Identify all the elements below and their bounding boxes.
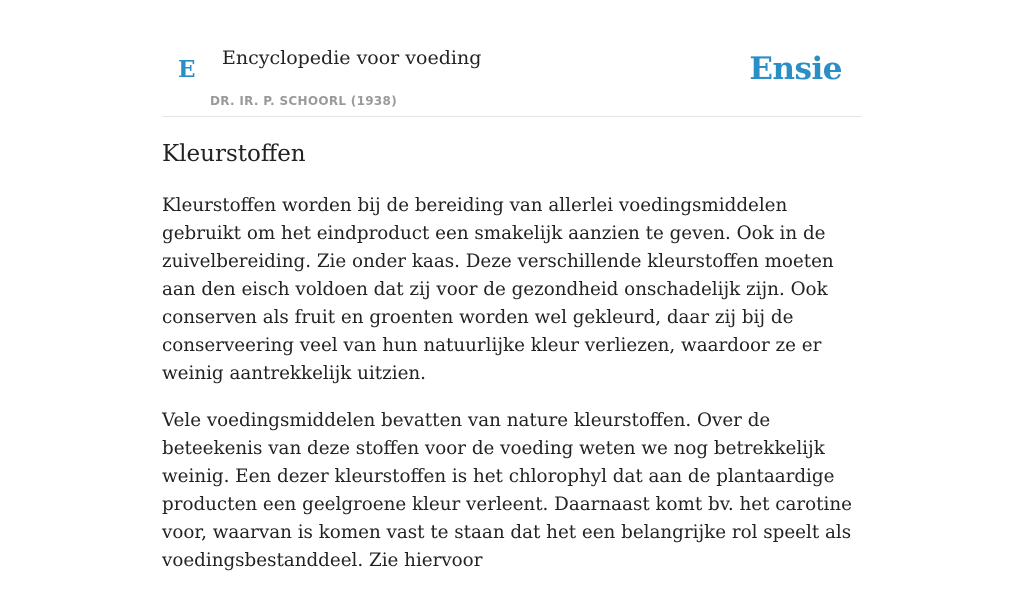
content-container [162,0,862,571]
article-body [162,192,862,594]
article-paragraph: Kleurstoffen worden bij de bereiding van allerlei voedingsmiddelen gebruikt om het eindproduct een smakelijk aanzien te geven. Ook in de zuivelbereiding. Zie onder kaas. Deze verschillende kleurstoffen moeten aan den eisch voldoen dat zij voor de gezondheid onschadelijk zijn. Ook conserven als fruit en groenten worden wel gekleurd, daar zij bij de conserveering veel van hun natuurlijke kleur verliezen, waardoor ze er weinig aantrekkelijk uitzien. [162,195,834,384]
book-author: DR. IR. P. SCHOORL (1938) [210,94,397,108]
ensie-logo-link[interactable]: Ensie [749,51,842,87]
article-paragraph: Vele voedingsmiddelen bevatten van nature kleurstoffen. Over de beteekenis van deze stoffen voor de voeding weten we nog betrekkelijk weinig. Een dezer kleurstoffen is het chlorophyl dat aan de plantaardige producten een geelgroene kleur verleent. Daarnaast komt bv. het carotine voor, waarvan is komen vast te staan dat het een belangrijke rol speelt als voedingsbestanddeel. Zie hiervoor [162,410,852,571]
article-title: Kleurstoffen [162,141,306,167]
book-letter-icon[interactable]: E [178,56,196,83]
page-header [162,0,862,117]
book-title-link[interactable]: Encyclopedie voor voeding [222,47,482,69]
